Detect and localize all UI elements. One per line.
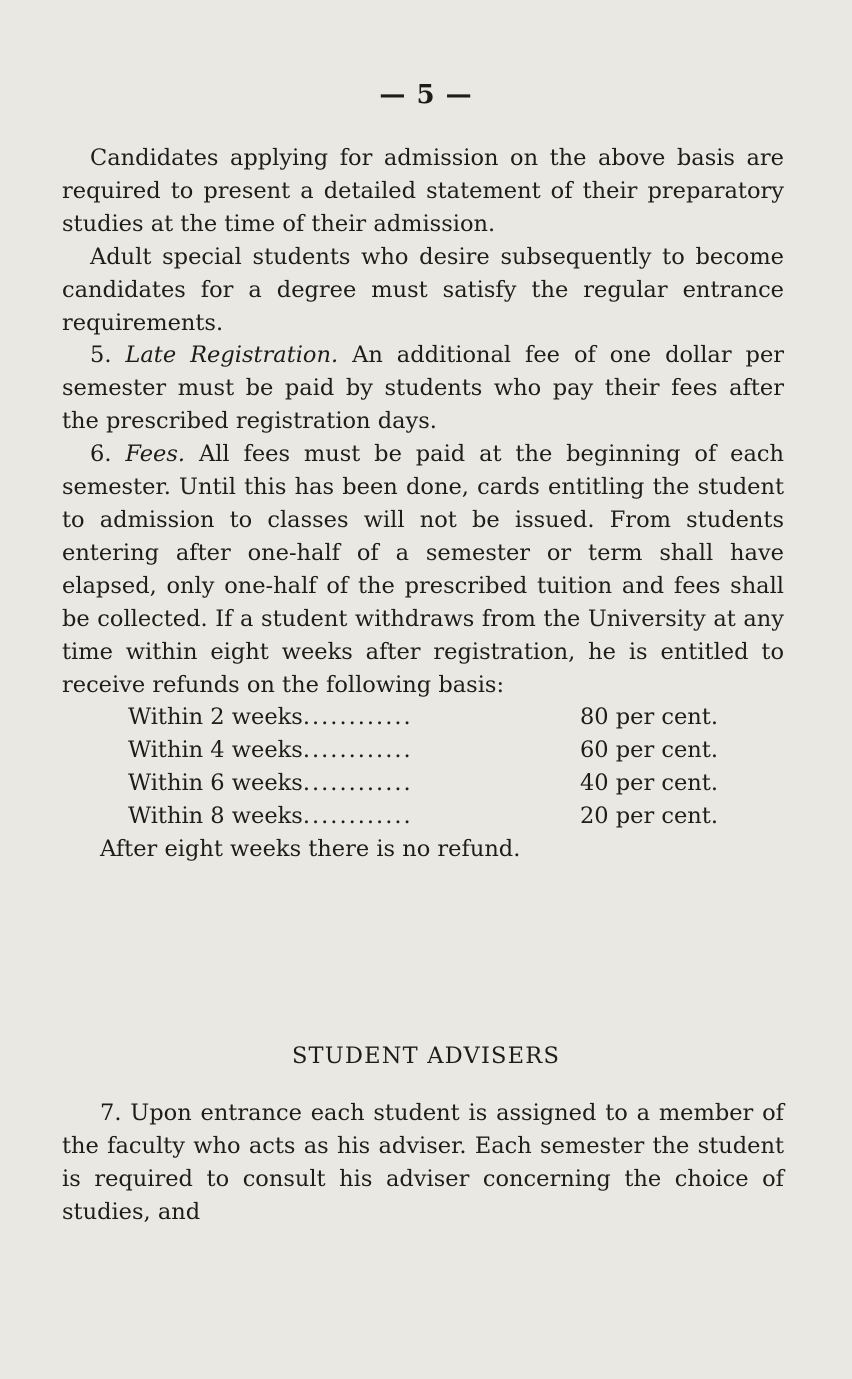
refund-row <box>128 701 718 734</box>
refund-amount: 60 per cent. <box>579 737 718 764</box>
fees-text: All fees must be paid at the beginning of each semester. Until this has been done, cards entitling the student to admission to classes will not be issued. From students entering after one-half of a semester or term shall have elapsed, only one-half of the prescribed tuition and fees shall be collected. If a student withdraws from the University at any time within eight weeks after registration, he is entitled to receive refunds on the following basis: <box>62 441 784 698</box>
late-registration-text: An additional fee of one dollar per semester must be paid by students who pay their fees after the prescribed registration days. <box>62 342 785 435</box>
refund-period: Within 4 weeks <box>128 737 303 764</box>
refund-amount: 20 per cent. <box>579 803 718 830</box>
section-heading-student-advisers: STUDENT ADVISERS <box>291 1043 561 1069</box>
body-text <box>62 142 784 866</box>
page-number: — 5 — <box>379 80 473 110</box>
leader-dots: ............ <box>302 737 413 764</box>
late-registration-number: 5. <box>90 342 112 369</box>
leader-dots: ............ <box>302 803 413 830</box>
late-registration-label: Late Registration. <box>125 342 339 369</box>
no-refund-note: After eight weeks there is no refund. <box>100 836 521 863</box>
refund-row <box>128 767 718 800</box>
fees-label: Fees. <box>125 441 186 468</box>
refund-period: Within 2 weeks <box>128 704 303 731</box>
paragraph-adult-special: Adult special students who desire subsequently to become candidates for a degree must satisfy the regular entrance requirements. <box>62 243 784 336</box>
refund-amount: 80 per cent. <box>579 704 718 731</box>
refund-period: Within 6 weeks <box>128 770 303 797</box>
paragraph-candidates: Candidates applying for admission on the above basis are required to present a detailed statement of their preparatory studies at the time of their admission. <box>62 145 784 237</box>
refund-amount: 40 per cent. <box>579 770 718 797</box>
paragraph-late-registration <box>62 339 784 438</box>
refund-row <box>128 734 718 767</box>
paragraph-fees <box>62 438 784 701</box>
fees-number: 6. <box>90 441 112 468</box>
leader-dots: ............ <box>302 770 413 797</box>
refund-row <box>128 800 718 833</box>
refund-period: Within 8 weeks <box>128 803 303 830</box>
refund-schedule <box>128 701 784 833</box>
leader-dots: ............ <box>302 704 413 731</box>
paragraph-advisers: 7. Upon entrance each student is assigned to a member of the faculty who acts as his adviser. Each semester the student is required to consult his adviser concerning the choice of studies, and <box>62 1100 784 1225</box>
